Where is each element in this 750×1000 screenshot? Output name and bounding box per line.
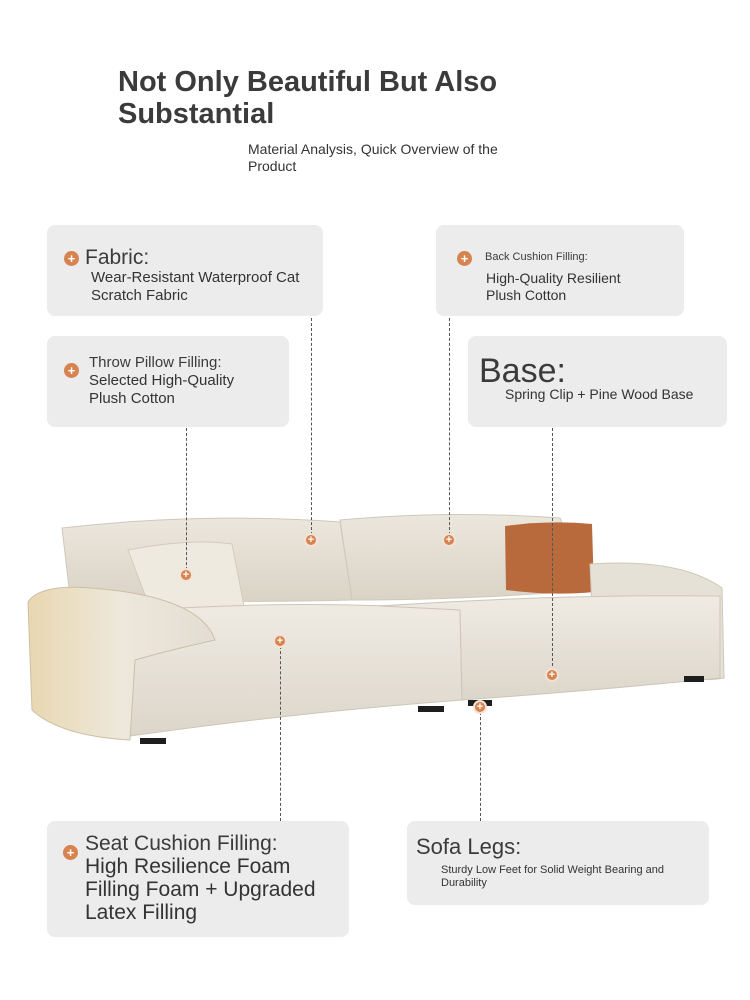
seat-cushion-card bbox=[47, 821, 349, 937]
fabric-desc: Wear-Resistant Waterproof Cat Scratch Fabric bbox=[91, 269, 300, 304]
fabric-title: Fabric: bbox=[85, 246, 150, 269]
sofa-legs-title: Sofa Legs: bbox=[416, 834, 522, 859]
connector-line-seat-cushion bbox=[280, 641, 281, 821]
marker-seat-cushion: + bbox=[273, 634, 287, 648]
back-cushion-desc: High-Quality Resilient Plush Cotton bbox=[486, 270, 621, 303]
connector-line-base bbox=[552, 428, 553, 676]
throw-pillow-desc: Selected High-Quality Plush Cotton bbox=[89, 372, 235, 407]
sofa-legs-card bbox=[407, 821, 709, 905]
back-cushion-title: Back Cushion Filling: bbox=[485, 251, 588, 263]
plus-icon: + bbox=[64, 251, 79, 266]
page-title: Not Only Beautiful But Also Substantial bbox=[118, 66, 498, 130]
connector-line-throw-pillow bbox=[186, 428, 187, 575]
connector-line-fabric bbox=[311, 318, 312, 540]
sofa-legs-desc: Sturdy Low Feet for Solid Weight Bearing and Durability bbox=[441, 864, 664, 889]
marker-back-cushion: + bbox=[442, 533, 456, 547]
connector-line-sofa-legs bbox=[480, 707, 481, 821]
throw-pillow-card bbox=[47, 336, 289, 427]
back-cushion-card bbox=[436, 225, 684, 316]
plus-icon: + bbox=[64, 363, 79, 378]
connector-line-back-cushion bbox=[449, 318, 450, 540]
base-title: Base: bbox=[479, 352, 566, 390]
page-subtitle: Material Analysis, Quick Overview of the Product bbox=[248, 141, 498, 174]
base-desc: Spring Clip + Pine Wood Base bbox=[505, 386, 694, 402]
marker-sofa-legs: + bbox=[473, 700, 487, 714]
marker-throw-pillow: + bbox=[179, 568, 193, 582]
plus-icon: + bbox=[457, 251, 472, 266]
plus-icon: + bbox=[63, 845, 78, 860]
marker-fabric: + bbox=[304, 533, 318, 547]
base-card bbox=[468, 336, 727, 427]
sofa-image bbox=[0, 500, 750, 760]
marker-base: + bbox=[545, 668, 559, 682]
seat-cushion-desc: High Resilience Foam Filling Foam + Upgraded Latex Filling bbox=[85, 855, 316, 924]
seat-cushion-title: Seat Cushion Filling: bbox=[85, 832, 278, 855]
throw-pillow-title: Throw Pillow Filling: bbox=[89, 354, 222, 371]
fabric-card bbox=[47, 225, 323, 316]
